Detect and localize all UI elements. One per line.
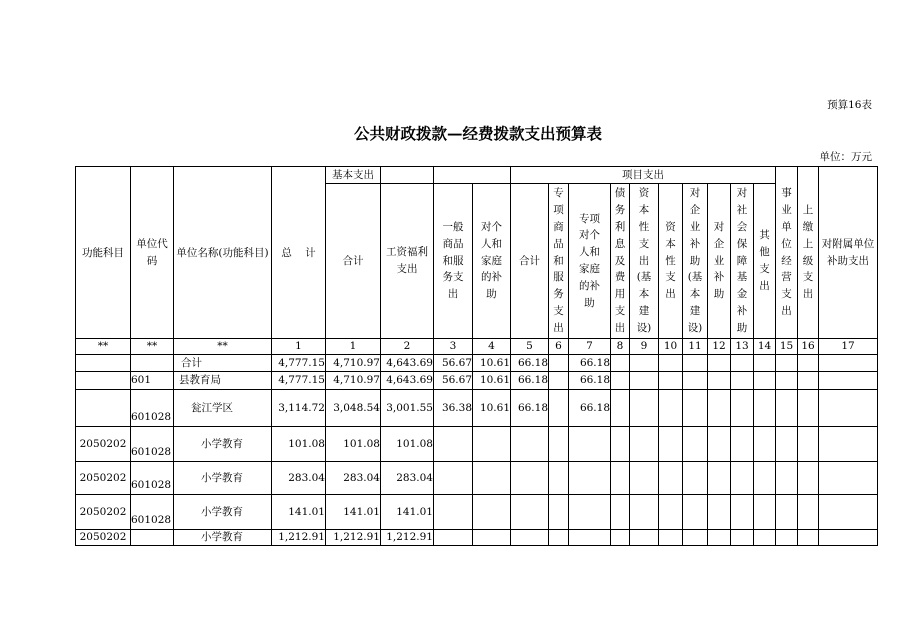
social-security-fund-cell — [731, 390, 754, 427]
other-expenditure-cell — [754, 355, 776, 372]
debt-interest-cell — [611, 462, 630, 495]
header-personal-family-subsidy — [473, 184, 511, 339]
capital-expenditure-cell — [659, 427, 683, 462]
remit-to-superior-cell — [798, 495, 819, 530]
special-personal-family-subsidy-cell: 66.18 — [569, 355, 611, 372]
wages-welfare-cell: 4,643.69 — [381, 372, 434, 390]
public-institution-operating-cell — [776, 530, 798, 546]
column-index-cell: 17 — [819, 339, 878, 355]
subsidiary-subsidy-cell — [819, 427, 878, 462]
header-subsidiary-subsidy — [819, 167, 878, 339]
remit-to-superior-cell — [798, 427, 819, 462]
public-institution-operating-cell — [776, 355, 798, 372]
header-wages-welfare — [381, 184, 434, 339]
header-total-label: 总 计 — [281, 246, 316, 259]
special-personal-family-subsidy-cell — [569, 427, 611, 462]
header-unit-code-label: 单位代码 — [136, 237, 168, 267]
personal-family-subsidy-cell: 10.61 — [473, 390, 511, 427]
public-institution-operating-cell — [776, 427, 798, 462]
header-function-subject — [76, 167, 131, 339]
header-public-institution-operating-label: 事业单位经营支出 — [781, 187, 792, 317]
header-capital-infrastructure — [630, 184, 659, 339]
header-group-basic — [326, 167, 381, 184]
social-security-fund-cell — [731, 427, 754, 462]
public-institution-operating-cell — [776, 390, 798, 427]
header-group-basic-label: 基本支出 — [332, 169, 374, 181]
basic-subtotal-cell: 1,212.91 — [326, 530, 381, 546]
special-goods-services-cell — [549, 530, 569, 546]
header-row-groups — [76, 167, 878, 184]
unit-code-cell: 601 — [131, 372, 174, 390]
debt-interest-cell — [611, 390, 630, 427]
column-index-cell: 9 — [630, 339, 659, 355]
function-subject-cell: 2050202 — [76, 427, 131, 462]
column-index-cell: 16 — [798, 339, 819, 355]
remit-to-superior-cell — [798, 462, 819, 495]
total-cell: 1,212.91 — [272, 530, 326, 546]
total-cell: 4,777.15 — [272, 372, 326, 390]
subsidiary-subsidy-cell — [819, 372, 878, 390]
column-index-cell: 8 — [611, 339, 630, 355]
unit-name-cell: 合计 — [174, 355, 272, 372]
table-row — [76, 495, 878, 530]
column-index-cell: 1 — [272, 339, 326, 355]
header-enterprise-subsidy-infrastructure — [683, 184, 708, 339]
table-row — [76, 462, 878, 495]
header-subsidiary-subsidy-label: 对附属单位补助支出 — [821, 237, 875, 267]
capital-infrastructure-cell — [630, 495, 659, 530]
header-group-project-label: 项目支出 — [622, 169, 665, 181]
header-special-personal-family-subsidy — [569, 184, 611, 339]
header-capital-infrastructure-label: 资本性支出(基本建设) — [636, 187, 652, 334]
remit-to-superior-cell — [798, 355, 819, 372]
header-total — [272, 167, 326, 339]
public-institution-operating-cell — [776, 372, 798, 390]
column-index-cell: ** — [131, 339, 174, 355]
capital-expenditure-cell — [659, 530, 683, 546]
unit-name-cell: 瓮江学区 — [174, 390, 272, 427]
header-capital-expenditure-label: 资本性支出 — [665, 221, 676, 301]
other-expenditure-cell — [754, 462, 776, 495]
header-remit-to-superior — [798, 167, 819, 339]
other-expenditure-cell — [754, 495, 776, 530]
header-personal-family-subsidy-label: 对个人和家庭的补助 — [481, 221, 502, 301]
goods-services-cell — [434, 427, 473, 462]
goods-services-cell — [434, 495, 473, 530]
remit-to-superior-cell — [798, 372, 819, 390]
header-special-personal-family-subsidy-label: 专项对个人和家庭的补助 — [579, 212, 600, 309]
wages-welfare-cell: 141.01 — [381, 495, 434, 530]
function-subject-cell — [76, 372, 131, 390]
special-goods-services-cell — [549, 355, 569, 372]
special-goods-services-cell — [549, 462, 569, 495]
project-subtotal-cell: 66.18 — [511, 372, 549, 390]
other-expenditure-cell — [754, 427, 776, 462]
debt-interest-cell — [611, 530, 630, 546]
column-index-cell: ** — [174, 339, 272, 355]
project-subtotal-cell — [511, 530, 549, 546]
goods-services-cell: 56.67 — [434, 355, 473, 372]
special-personal-family-subsidy-cell — [569, 462, 611, 495]
header-debt-interest — [611, 184, 630, 339]
project-subtotal-cell — [511, 495, 549, 530]
wages-welfare-cell: 3,001.55 — [381, 390, 434, 427]
debt-interest-cell — [611, 427, 630, 462]
column-index-cell: 11 — [683, 339, 708, 355]
personal-family-subsidy-cell: 10.61 — [473, 355, 511, 372]
subsidiary-subsidy-cell — [819, 495, 878, 530]
special-personal-family-subsidy-cell: 66.18 — [569, 390, 611, 427]
header-special-goods-services-label: 专项商品和服务支出 — [553, 187, 564, 334]
header-unit-name — [174, 167, 272, 339]
header-group-project — [511, 167, 776, 184]
enterprise-subsidy-infrastructure-cell — [683, 372, 708, 390]
header-basic-subtotal — [326, 184, 381, 339]
header-special-goods-services — [549, 184, 569, 339]
column-index-cell: 1 — [326, 339, 381, 355]
enterprise-subsidy-infrastructure-cell — [683, 462, 708, 495]
personal-family-subsidy-cell — [473, 530, 511, 546]
header-enterprise-subsidy-infrastructure-label: 对企业补助(基本建设) — [687, 187, 703, 334]
column-index-cell: 13 — [731, 339, 754, 355]
capital-expenditure-cell — [659, 355, 683, 372]
header-project-subtotal — [511, 184, 549, 339]
enterprise-subsidy-infrastructure-cell — [683, 355, 708, 372]
capital-expenditure-cell — [659, 372, 683, 390]
column-index-cell: 6 — [549, 339, 569, 355]
header-goods-services-label: 一般商品和服务支出 — [442, 221, 464, 301]
header-social-security-fund-label: 对社会保障基金补助 — [736, 187, 748, 334]
column-index-cell: 14 — [754, 339, 776, 355]
unit-name-cell: 县教育局 — [174, 372, 272, 390]
unit-name-cell: 小学教育 — [174, 462, 272, 495]
column-index-cell: 10 — [659, 339, 683, 355]
unit-name-cell: 小学教育 — [174, 530, 272, 546]
unit-name-cell: 小学教育 — [174, 495, 272, 530]
special-goods-services-cell — [549, 372, 569, 390]
header-capital-expenditure — [659, 184, 683, 339]
social-security-fund-cell — [731, 355, 754, 372]
capital-infrastructure-cell — [630, 462, 659, 495]
header-social-security-fund — [731, 184, 754, 339]
column-index-cell: 4 — [473, 339, 511, 355]
header-public-institution-operating — [776, 167, 798, 339]
capital-infrastructure-cell — [630, 372, 659, 390]
total-cell: 141.01 — [272, 495, 326, 530]
header-blank-cell — [434, 167, 511, 184]
column-index-cell: 7 — [569, 339, 611, 355]
capital-expenditure-cell — [659, 462, 683, 495]
special-personal-family-subsidy-cell — [569, 530, 611, 546]
function-subject-cell: 2050202 — [76, 462, 131, 495]
other-expenditure-cell — [754, 372, 776, 390]
goods-services-cell: 56.67 — [434, 372, 473, 390]
column-index-cell: 3 — [434, 339, 473, 355]
unit-code-cell: 601028 — [131, 495, 174, 530]
goods-services-cell: 36.38 — [434, 390, 473, 427]
total-cell: 101.08 — [272, 427, 326, 462]
capital-infrastructure-cell — [630, 355, 659, 372]
special-goods-services-cell — [549, 390, 569, 427]
form-number: 预算16表 — [827, 99, 872, 111]
subsidiary-subsidy-cell — [819, 390, 878, 427]
unit-code-cell: 601028 — [131, 427, 174, 462]
function-subject-cell: 2050202 — [76, 530, 131, 546]
header-other-expenditure — [754, 184, 776, 339]
capital-expenditure-cell — [659, 495, 683, 530]
public-institution-operating-cell — [776, 495, 798, 530]
basic-subtotal-cell: 141.01 — [326, 495, 381, 530]
enterprise-subsidy-infrastructure-cell — [683, 427, 708, 462]
function-subject-cell — [76, 390, 131, 427]
project-subtotal-cell — [511, 462, 549, 495]
wages-welfare-cell: 283.04 — [381, 462, 434, 495]
column-index-cell: 2 — [381, 339, 434, 355]
header-blank-cell — [381, 167, 434, 184]
special-personal-family-subsidy-cell: 66.18 — [569, 372, 611, 390]
page-title: 公共财政拨款—经费拨款支出预算表 — [353, 124, 602, 143]
subsidiary-subsidy-cell — [819, 462, 878, 495]
unit-code-cell — [131, 355, 174, 372]
social-security-fund-cell — [731, 372, 754, 390]
header-unit-name-label: 单位名称(功能科目) — [176, 246, 269, 259]
header-other-expenditure-label: 其他支出 — [759, 229, 770, 292]
unit-code-cell: 601028 — [131, 390, 174, 427]
remit-to-superior-cell — [798, 530, 819, 546]
capital-infrastructure-cell — [630, 427, 659, 462]
total-cell: 283.04 — [272, 462, 326, 495]
capital-expenditure-cell — [659, 390, 683, 427]
header-debt-interest-label: 债务利息及费用支出 — [614, 187, 626, 334]
table-row — [76, 427, 878, 462]
wages-welfare-cell: 4,643.69 — [381, 355, 434, 372]
debt-interest-cell — [611, 355, 630, 372]
subsidiary-subsidy-cell — [819, 530, 878, 546]
capital-infrastructure-cell — [630, 530, 659, 546]
enterprise-subsidy-cell — [708, 355, 731, 372]
unit-name-cell: 小学教育 — [174, 427, 272, 462]
project-subtotal-cell — [511, 427, 549, 462]
header-wages-welfare-label: 工资福利支出 — [386, 246, 428, 275]
function-subject-cell — [76, 355, 131, 372]
other-expenditure-cell — [754, 390, 776, 427]
enterprise-subsidy-infrastructure-cell — [683, 495, 708, 530]
column-index-cell: 12 — [708, 339, 731, 355]
column-index-cell: ** — [76, 339, 131, 355]
table-row — [76, 390, 878, 427]
debt-interest-cell — [611, 372, 630, 390]
personal-family-subsidy-cell: 10.61 — [473, 372, 511, 390]
capital-infrastructure-cell — [630, 390, 659, 427]
table-row — [76, 530, 878, 546]
basic-subtotal-cell: 101.08 — [326, 427, 381, 462]
debt-interest-cell — [611, 495, 630, 530]
header-remit-to-superior-label: 上缴上级支出 — [802, 204, 814, 301]
special-goods-services-cell — [549, 495, 569, 530]
project-subtotal-cell: 66.18 — [511, 355, 549, 372]
header-project-subtotal-label: 合计 — [519, 255, 540, 267]
social-security-fund-cell — [731, 495, 754, 530]
basic-subtotal-cell: 4,710.97 — [326, 355, 381, 372]
budget-table — [75, 166, 878, 546]
column-index-cell: 5 — [511, 339, 549, 355]
table-row — [76, 372, 878, 390]
header-basic-subtotal-label: 合计 — [342, 255, 364, 267]
wages-welfare-cell: 1,212.91 — [381, 530, 434, 546]
enterprise-subsidy-infrastructure-cell — [683, 530, 708, 546]
function-subject-cell: 2050202 — [76, 495, 131, 530]
header-unit-code — [131, 167, 174, 339]
special-personal-family-subsidy-cell — [569, 495, 611, 530]
enterprise-subsidy-infrastructure-cell — [683, 390, 708, 427]
column-index-row — [76, 339, 878, 355]
enterprise-subsidy-cell — [708, 390, 731, 427]
table-row — [76, 355, 878, 372]
header-enterprise-subsidy — [708, 184, 731, 339]
header-enterprise-subsidy-label: 对企业补助 — [713, 221, 725, 301]
unit-code-cell: 601028 — [131, 462, 174, 495]
enterprise-subsidy-cell — [708, 427, 731, 462]
project-subtotal-cell: 66.18 — [511, 390, 549, 427]
personal-family-subsidy-cell — [473, 495, 511, 530]
goods-services-cell — [434, 462, 473, 495]
social-security-fund-cell — [731, 462, 754, 495]
special-goods-services-cell — [549, 427, 569, 462]
public-institution-operating-cell — [776, 462, 798, 495]
personal-family-subsidy-cell — [473, 427, 511, 462]
header-function-subject-label: 功能科目 — [82, 246, 124, 259]
social-security-fund-cell — [731, 530, 754, 546]
total-cell: 3,114.72 — [272, 390, 326, 427]
wages-welfare-cell: 101.08 — [381, 427, 434, 462]
unit-label: 单位：万元 — [819, 151, 872, 163]
basic-subtotal-cell: 3,048.54 — [326, 390, 381, 427]
basic-subtotal-cell: 4,710.97 — [326, 372, 381, 390]
enterprise-subsidy-cell — [708, 372, 731, 390]
table-body — [76, 339, 878, 546]
basic-subtotal-cell: 283.04 — [326, 462, 381, 495]
unit-code-cell — [131, 530, 174, 546]
enterprise-subsidy-cell — [708, 495, 731, 530]
subsidiary-subsidy-cell — [819, 355, 878, 372]
header-goods-services — [434, 184, 473, 339]
enterprise-subsidy-cell — [708, 462, 731, 495]
total-cell: 4,777.15 — [272, 355, 326, 372]
enterprise-subsidy-cell — [708, 530, 731, 546]
remit-to-superior-cell — [798, 390, 819, 427]
personal-family-subsidy-cell — [473, 462, 511, 495]
other-expenditure-cell — [754, 530, 776, 546]
column-index-cell: 15 — [776, 339, 798, 355]
goods-services-cell — [434, 530, 473, 546]
